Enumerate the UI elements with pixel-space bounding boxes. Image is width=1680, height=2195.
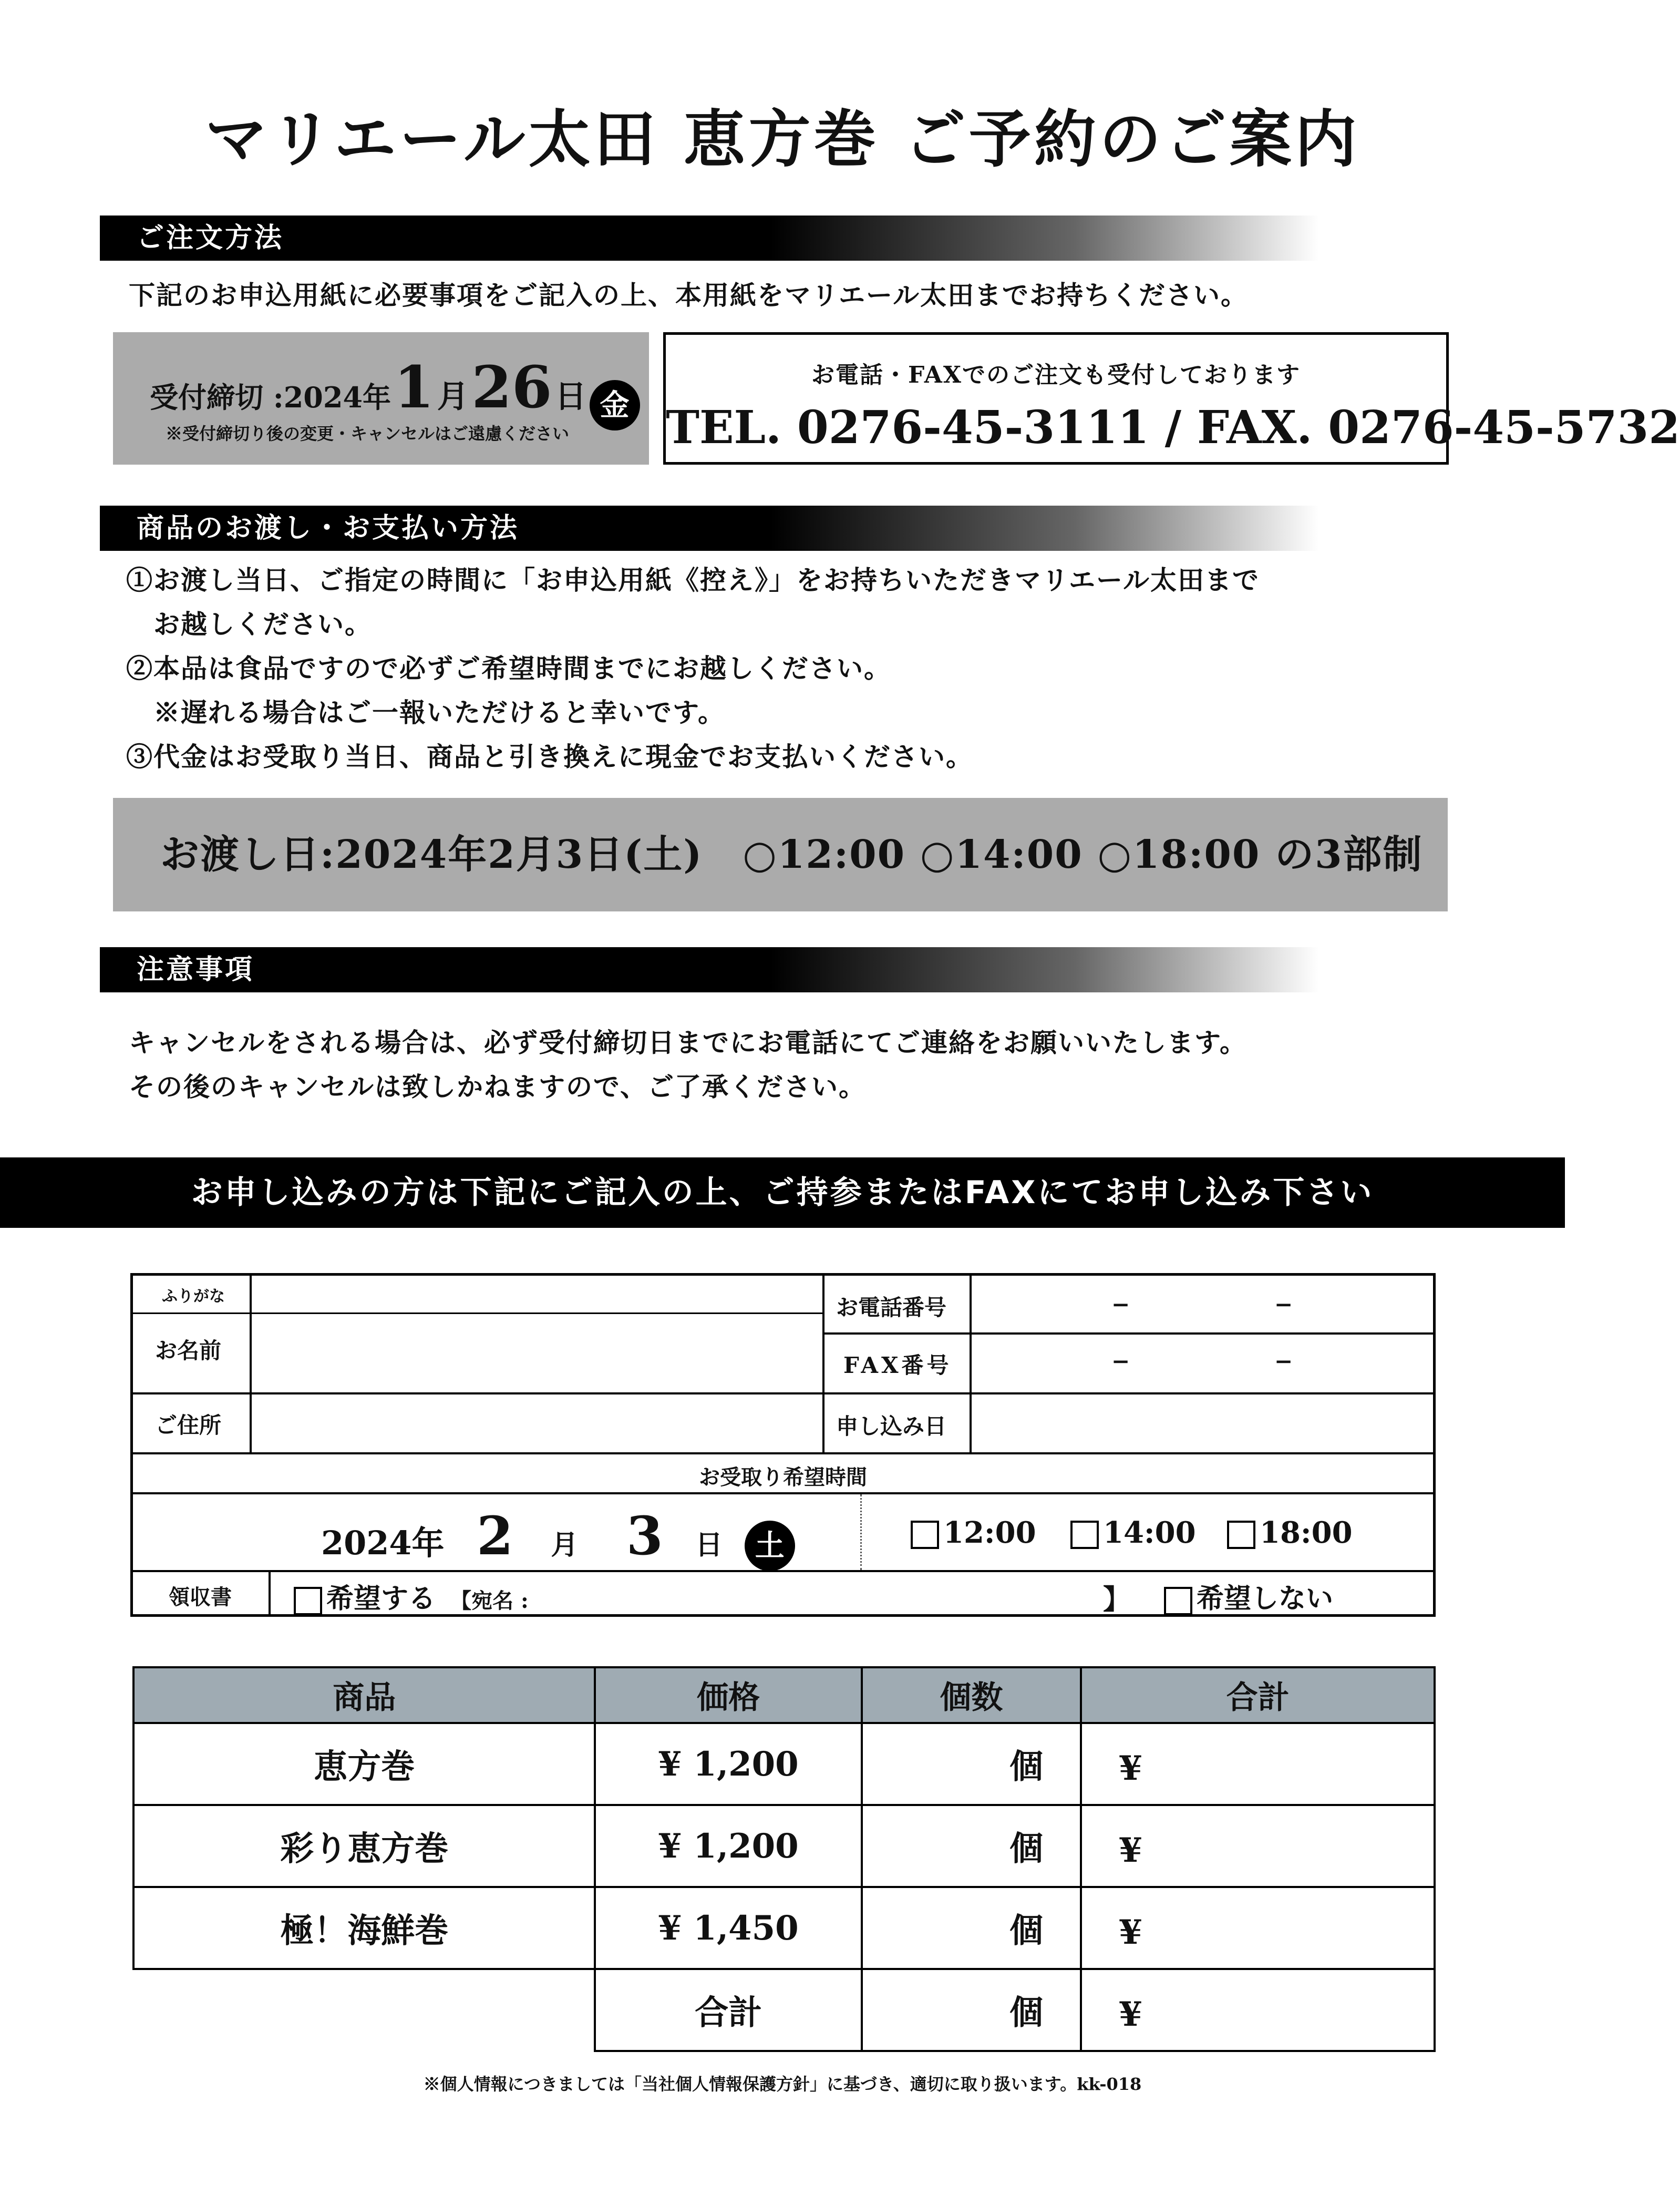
- table-header-row: [133, 1667, 1435, 1723]
- pickup-day: 3: [626, 1505, 663, 1567]
- table-row: [133, 1887, 1435, 1969]
- checkbox[interactable]: [1070, 1521, 1099, 1549]
- list-item: ③代金はお受取り当日、商品と引き換えに現金でお支払いください。: [126, 741, 973, 772]
- deadline-box: [113, 332, 649, 465]
- fax-label: FAX番号: [843, 1352, 952, 1378]
- phone-field[interactable]: [972, 1276, 1433, 1332]
- list-item: ①お渡し当日、ご指定の時間に「お申込用紙《控え》」をお持ちいただきマリエール太田まで: [126, 565, 1260, 596]
- address-label: ご住所: [155, 1412, 222, 1438]
- notes-text: [129, 1021, 1247, 1109]
- time-label: 14:00: [1103, 1515, 1196, 1550]
- pickup-year: 2024年: [321, 1524, 445, 1562]
- deadline-day: 26: [471, 353, 552, 421]
- list-item: お越しください。: [126, 609, 372, 640]
- notes-line: キャンセルをされる場合は、必ず受付締切日までにお電話にてご連絡をお願いいたします。: [129, 1027, 1247, 1058]
- receipt-addressee-label: 【宛名 :: [450, 1588, 529, 1613]
- delivery-date-banner: お渡し日:2024年2月3日(土) ○12:00 ○14:00 ○18:00 の3部制: [113, 798, 1448, 911]
- product-price: ¥ 1,200: [595, 1805, 861, 1887]
- checkbox[interactable]: [911, 1521, 939, 1549]
- application-form: [130, 1273, 1436, 1617]
- furigana-field[interactable]: [252, 1277, 822, 1312]
- phone-dash-1: −: [1111, 1291, 1130, 1317]
- receipt-yes-option[interactable]: [294, 1576, 529, 1616]
- fax-dash-2: −: [1274, 1348, 1293, 1374]
- section-heading-delivery-payment: 商品のお渡し・お支払い方法: [100, 506, 1319, 551]
- section-heading-order-method: ご注文方法: [100, 216, 1319, 261]
- list-item: ②本品は食品ですので必ずご希望時間までにお越しください。: [126, 653, 891, 684]
- section-heading-notes: 注意事項: [100, 947, 1319, 992]
- column-header: 価格: [595, 1667, 861, 1723]
- sum-label: 合計: [595, 1969, 861, 2051]
- time-option-1400[interactable]: [1070, 1515, 1196, 1550]
- product-name: 彩り恵方巻: [133, 1805, 595, 1887]
- quantity-field[interactable]: 個: [862, 1805, 1081, 1887]
- phone-note: お電話・FAXでのご注文も受付しております: [811, 362, 1301, 388]
- phone-dash-2: −: [1274, 1291, 1293, 1317]
- time-label: 18:00: [1260, 1515, 1353, 1550]
- deadline-month-unit: 月: [437, 378, 469, 415]
- column-header: 合計: [1081, 1667, 1435, 1723]
- deadline-note: ※受付締切り後の変更・キャンセルはご遠慮ください: [166, 424, 570, 444]
- deadline-month: 1: [394, 353, 435, 421]
- pickup-date: [321, 1505, 795, 1571]
- total-field[interactable]: ¥: [1081, 1805, 1435, 1887]
- phone-label: お電話番号: [836, 1295, 947, 1320]
- column-header: 個数: [862, 1667, 1081, 1723]
- deadline-day-unit: 日: [554, 378, 586, 415]
- phone-numbers: TEL. 0276-45-3111 / FAX. 0276-45-5732: [666, 401, 1680, 454]
- pickup-month-unit: 月: [551, 1529, 579, 1561]
- privacy-footer: ※個人情報につきましては「当社個人情報保護方針」に基づき、適切に取り扱います。kk-018: [423, 2074, 1142, 2094]
- pickup-weekday-badge: 土: [745, 1521, 795, 1571]
- deadline-label: 受付締切 :2024年: [150, 381, 391, 414]
- furigana-label: ふりがな: [162, 1287, 225, 1306]
- sum-quantity-field[interactable]: 個: [862, 1969, 1081, 2051]
- receipt-yes-label: 希望する: [326, 1583, 436, 1615]
- name-label: お名前: [155, 1338, 222, 1363]
- checkbox[interactable]: [1164, 1587, 1192, 1615]
- checkbox[interactable]: [294, 1587, 322, 1615]
- fax-dash-1: −: [1111, 1348, 1130, 1374]
- table-row: [133, 1723, 1435, 1805]
- phone-box: [663, 332, 1680, 465]
- apply-date-field[interactable]: [972, 1394, 1433, 1452]
- fax-field[interactable]: [972, 1335, 1433, 1392]
- product-name: 極！海鮮巻: [133, 1887, 595, 1969]
- product-price: ¥ 1,200: [595, 1723, 861, 1805]
- address-field[interactable]: [252, 1394, 822, 1452]
- time-label: 12:00: [943, 1515, 1036, 1550]
- time-option-1200[interactable]: [911, 1515, 1036, 1550]
- receipt-label: 領収書: [169, 1585, 232, 1609]
- product-price: ¥ 1,450: [595, 1887, 861, 1969]
- column-header: 商品: [133, 1667, 595, 1723]
- receipt-no-label: 希望しない: [1197, 1583, 1334, 1615]
- receipt-no-option[interactable]: [1164, 1576, 1333, 1616]
- sum-total-field[interactable]: ¥: [1081, 1969, 1435, 2051]
- notes-line: その後のキャンセルは致しかねますので、ご了承ください。: [129, 1071, 866, 1102]
- application-banner: お申し込みの方は下記にご記入の上、ご持参またはFAXにてお申し込み下さい: [0, 1157, 1565, 1228]
- product-table: [132, 1666, 1436, 2050]
- pickup-month: 2: [477, 1505, 513, 1567]
- receipt-addressee-field[interactable]: [674, 1581, 1126, 1612]
- deadline-weekday-badge: 金: [590, 380, 640, 430]
- table-sum-row: [133, 1969, 1435, 2051]
- quantity-field[interactable]: 個: [862, 1723, 1081, 1805]
- quantity-field[interactable]: 個: [862, 1887, 1081, 1969]
- list-item: ※遅れる場合はご一報いただけると幸いです。: [126, 697, 725, 728]
- receipt-addressee-close: 】: [1103, 1584, 1131, 1616]
- delivery-payment-list: [126, 558, 1260, 779]
- table-row: [133, 1805, 1435, 1887]
- product-name: 恵方巻: [133, 1723, 595, 1805]
- time-option-1800[interactable]: [1227, 1515, 1353, 1550]
- total-field[interactable]: ¥: [1081, 1887, 1435, 1969]
- total-field[interactable]: ¥: [1081, 1723, 1435, 1805]
- pickup-heading: お受取り希望時間: [699, 1465, 867, 1490]
- checkbox[interactable]: [1227, 1521, 1255, 1549]
- order-method-text: 下記のお申込用紙に必要事項をご記入の上、本用紙をマリエール太田までお持ちください。: [129, 280, 1248, 311]
- page-title: マリエール太田 恵方巻 ご予約のご案内: [205, 102, 1360, 176]
- name-field[interactable]: [252, 1314, 822, 1392]
- deadline-line: [150, 353, 640, 430]
- pickup-day-unit: 日: [695, 1529, 723, 1561]
- apply-date-label: 申し込み日: [836, 1413, 947, 1439]
